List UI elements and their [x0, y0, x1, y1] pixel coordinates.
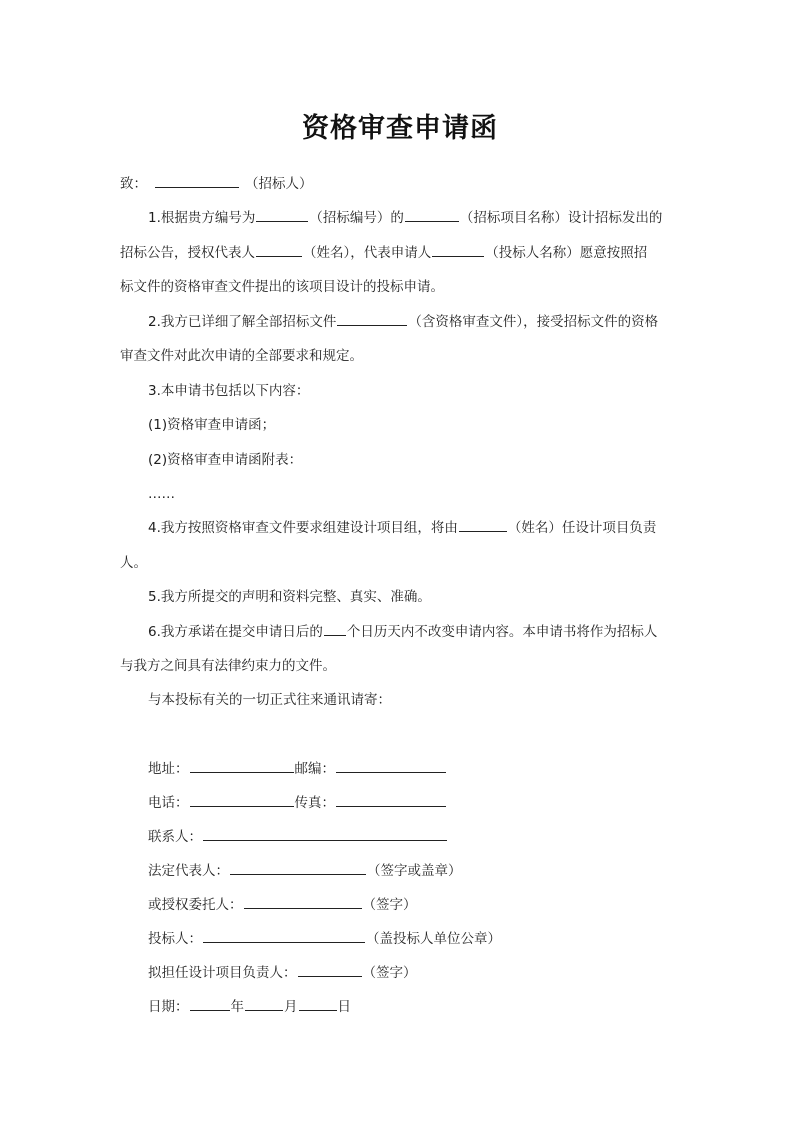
paragraph-4-line-2: 人。: [120, 555, 147, 571]
to-prefix: 致：: [120, 176, 147, 192]
p4-text-b: （姓名）任设计项目负责: [507, 520, 657, 536]
fax-blank[interactable]: [336, 793, 446, 807]
fax-label: 传真：: [294, 795, 335, 811]
legal-representative-row: [148, 861, 462, 881]
phone-blank[interactable]: [190, 793, 294, 807]
recipient-line: [120, 174, 313, 194]
phone-row: [148, 793, 447, 813]
list-ellipsis: ……: [148, 486, 175, 502]
tenderer-blank[interactable]: [155, 174, 239, 188]
representative-name-blank[interactable]: [256, 243, 302, 257]
authorized-note: （签字）: [362, 897, 417, 913]
list-item-1: (1)资格审查申请函；: [148, 417, 276, 433]
bidder-note: （盖投标人单位公章）: [366, 931, 501, 947]
address-row: [148, 759, 447, 779]
authorized-agent-row: [148, 895, 417, 915]
contact-person-label: 联系人：: [148, 829, 202, 845]
month-label: 月: [284, 999, 298, 1015]
contact-person-blank[interactable]: [203, 827, 447, 841]
postcode-label: 邮编：: [294, 761, 335, 777]
paragraph-6-line-1: [148, 622, 657, 642]
paragraph-1-line-1: [148, 208, 662, 228]
month-blank[interactable]: [245, 997, 283, 1011]
address-blank[interactable]: [190, 759, 294, 773]
address-label: 地址：: [148, 761, 189, 777]
paragraph-6-line-2: 与我方之间具有法律约束力的文件。: [120, 658, 336, 674]
contact-person-row: [148, 827, 448, 847]
bidder-label: 投标人：: [148, 931, 202, 947]
p1-text-e: （姓名），代表申请人: [303, 245, 432, 261]
day-label: 日: [337, 999, 351, 1015]
tender-number-blank[interactable]: [256, 208, 308, 222]
paragraph-2-line-2: 审查文件对此次申请的全部要求和规定。: [120, 348, 363, 364]
p1-text-f: （投标人名称）愿意按照招: [485, 245, 648, 261]
p1-text-d: 招标公告，授权代表人: [120, 245, 255, 261]
bidder-row: [148, 929, 501, 949]
date-label: 日期：: [148, 999, 189, 1015]
paragraph-1-line-3: 标文件的资格审查文件提出的该项目设计的投标申请。: [120, 279, 444, 295]
authorized-label: 或授权委托人：: [148, 897, 243, 913]
paragraph-7: 与本投标有关的一切正式往来通讯请寄：: [148, 692, 391, 708]
p1-text-b: （招标编号）的: [309, 210, 404, 226]
paragraph-3: 3.本申请书包括以下内容：: [148, 383, 310, 399]
paragraph-1-line-2: [120, 243, 647, 263]
day-blank[interactable]: [299, 997, 337, 1011]
bidder-blank[interactable]: [203, 929, 365, 943]
year-label: 年: [230, 999, 244, 1015]
project-leader-row: [148, 963, 417, 983]
legal-rep-note: （签字或盖章）: [367, 863, 462, 879]
p4-text-a: 4.我方按照资格审查文件要求组建设计项目组，将由: [148, 520, 458, 536]
paragraph-5: 5.我方所提交的声明和资料完整、真实、准确。: [148, 589, 431, 605]
p1-text-c: （招标项目名称）设计招标发出的: [459, 210, 663, 226]
project-leader-blank[interactable]: [298, 963, 362, 977]
project-leader-label: 拟担任设计项目负责人：: [148, 965, 297, 981]
postcode-blank[interactable]: [336, 759, 446, 773]
to-suffix: （招标人）: [245, 176, 313, 192]
project-leader-note: （签字）: [362, 965, 417, 981]
p6-text-a: 6.我方承诺在提交申请日后的: [148, 624, 323, 640]
phone-label: 电话：: [148, 795, 189, 811]
legal-rep-label: 法定代表人：: [148, 863, 229, 879]
legal-rep-blank[interactable]: [230, 861, 366, 875]
project-leader-name-blank[interactable]: [459, 518, 507, 532]
paragraph-2-line-1: [148, 312, 658, 332]
bidder-name-blank[interactable]: [432, 243, 484, 257]
year-blank[interactable]: [190, 997, 230, 1011]
p2-text-a: 2.我方已详细了解全部招标文件: [148, 314, 337, 330]
date-row: [148, 997, 351, 1017]
list-item-2: (2)资格审查申请函附表：: [148, 452, 303, 468]
tender-document-blank[interactable]: [337, 312, 407, 326]
validity-days-blank[interactable]: [324, 622, 346, 636]
paragraph-4-line-1: [148, 518, 656, 538]
p2-text-b: （含资格审查文件），接受招标文件的资格: [408, 314, 659, 330]
document-title: 资格审查申请函: [302, 113, 498, 144]
p1-text-a: 1.根据贵方编号为: [148, 210, 256, 226]
p6-text-b: 个日历天内不改变申请内容。本申请书将作为招标人: [346, 624, 658, 640]
authorized-blank[interactable]: [244, 895, 362, 909]
project-name-blank[interactable]: [405, 208, 459, 222]
